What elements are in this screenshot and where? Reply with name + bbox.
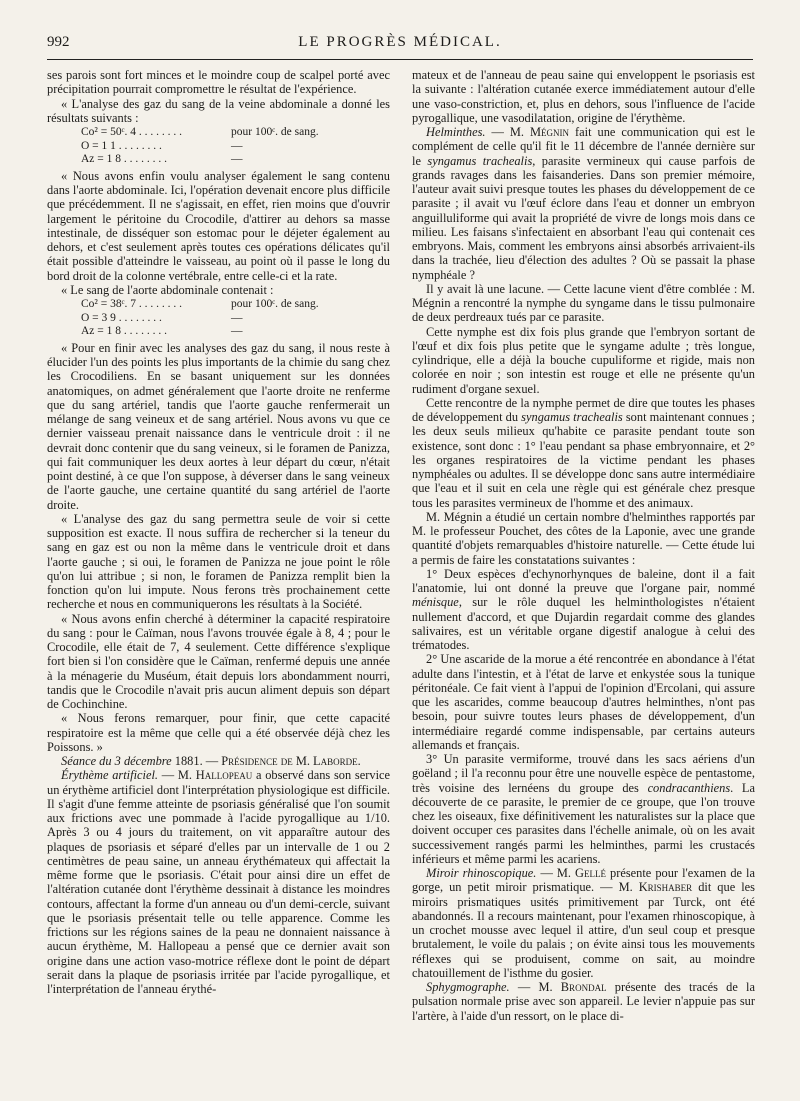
section-title: Sphygmographe. (426, 980, 510, 994)
table-cell-formula: Co² = 38ᶜ. 7 . . . . . . . . (81, 298, 183, 311)
author-name: Hallopeau (195, 768, 253, 783)
table-cell-formula: O = 1 1 . . . . . . . . (81, 139, 162, 152)
paragraph: « Nous ferons remarquer, pour finir, que cette capacité respiratoire est la même que celle qui a été observée déjà chez les Poissons. » (47, 711, 390, 754)
text-span: . La découverte de ce parasite, le premier de ce groupe, que l'on trouve chez les oiseaux, fixe définitivement les naturalistes sur la place que doivent occuper ces parasites dans l'échelle animale, où on les avait successivement rangés parmi les helminthes, parmi les crustacés inférieurs et même parmi les acariens. (412, 780, 755, 866)
text-span: , parasite vermineux qui cause parfois de grands ravages dans les faisanderies. Dans son premier mémoire, l'auteur avait suivi presque toutes les phases du développement de ce parasite ; il avait vu l'œuf éclore dans l'eau et donner un embryon anguilluliforme qui avait la propriété de vivre de longs mois dans ce milieu. Les faisans s'infectaient en absorbant l'eau qui contenait ces embryons. Mais, comment les embryons ainsi absorbés arrivaient-ils dans la trachée, lieu d'élection des adultes ? Où se passait la phase nymphéale ? (412, 153, 755, 282)
text-span: présente des tracés de la pulsation normale prise avec son appareil. Le levier n'appuie pas sur l'artère, à l'aide d'un ressort, on le place di- (412, 980, 755, 1023)
session-presidence: Présidence de M. Laborde. (221, 754, 361, 769)
term: ménisque (412, 595, 459, 610)
table-row (81, 153, 390, 167)
session-heading (47, 754, 390, 768)
table-cell-formula: O = 3 9 . . . . . . . . (81, 311, 162, 324)
table-cell-formula: Az = 1 8 . . . . . . . . (81, 153, 168, 166)
text-span: présente pour l'examen de la gorge, un petit miroir prismatique. — M. (412, 866, 755, 895)
table-cell-note: — (231, 139, 243, 152)
paragraph: « Nous avons enfin cherché à déterminer la capacité respiratoire du sang : pour le Caïman, nous l'avons trouvée égale à 8, 4 ; pour le Crocodile, elle était de 7, 4 seulement. Cette différence s'explique fort bien si l'on considère que le Caïman, renfermé depuis une année à la ménagerie du Muséum, était depuis lors abondamment nourri, tandis que le Crocodile n'avait pris aucun aliment depuis son départ de Cochinchine. (47, 611, 390, 712)
paragraph: ses parois sont fort minces et le moindre coup de scalpel porté avec précipitation pourrait compromettre le résultat de l'expérience. (47, 68, 390, 97)
paragraph: Cette nymphe est dix fois plus grande que l'embryon sortant de l'œuf et dix fois plus petite que le syngame adulte ; très longue, cylindrique, elle a déjà la bouche cupuliforme et rigide, mais non colorée en noir ; son intestin est rouge et elle ne présente qu'un rudiment d'organe sexuel. (412, 324, 755, 396)
paragraph: « L'analyse des gaz du sang permettra seule de voir si cette supposition est exacte. Il nous suffira de rechercher si la teneur du sang en gaz est ou non la même dans le ventricule droit et dans l'aorte gauche ; si oui, le foramen de Panizza ne joue point le rôle qu'on lui attribue ; si non, le foramen de Panizza remplit bien la fonction qu'on lui impute. Nous ferons très prochainement cette recherche et nous en communiquerons les résultats à la Société. (47, 511, 390, 612)
section-title: Miroir rhinoscopique. (426, 866, 537, 880)
text-span: — M. (485, 125, 531, 139)
table-cell-note: — (231, 311, 243, 324)
paragraph (47, 768, 390, 996)
table-row (81, 298, 390, 312)
session-date: Séance du 3 décembre (61, 754, 172, 769)
paragraph: mateux et de l'anneau de peau saine qui enveloppent le psoriasis est la suivante : l'altération cutanée exerce immédiatement autour d'elle une vaso-constriction, et, plus en dehors, sous l'influence de l'acide pyrogallique, une vasodilatation, origine de l'érythème. (412, 68, 755, 125)
paragraph (412, 567, 755, 653)
text-span: fait une communication qui est le complément de celle qu'il fit le 11 décembre de l'année dernière sur le (412, 125, 755, 168)
paragraph: « L'analyse des gaz du sang de la veine abdominale a donné les résultats suivants : (47, 96, 390, 125)
text-span: 1° Deux espèces d'echynorhynques de baleine, dont il a fait l'anatomie, lui ont donné la preuve que l'organe pair, nommé (412, 566, 755, 595)
right-column (412, 68, 755, 1098)
table-cell-note: — (231, 325, 243, 338)
left-column (47, 68, 390, 1098)
species-name: syngamus trachealis (521, 410, 623, 424)
gas-table-aorte (81, 298, 390, 339)
table-cell-formula: Co² = 50ᶜ. 4 . . . . . . . . (81, 126, 183, 138)
text-span: Cette rencontre de la nymphe permet de dire que toutes les phases de développement du (412, 395, 755, 424)
section-title: Helminthes. (426, 125, 486, 139)
text-span: , sur le rôle duquel les helminthologistes n'étaient nullement d'accord, et que Dujardin regardait comme des glandes salivaires, est un véritable organe digestif analogue à celui des trématodes. (412, 595, 755, 652)
paragraph (412, 396, 755, 510)
text-span: 3° Un parasite vermiforme, trouvé dans les sacs aériens d'un goëland ; il l'a reconnu pour être une nouvelle espèce de pentastome, très voisine des lernéens du groupe des (412, 752, 755, 795)
text-span: — M. (158, 768, 196, 783)
page-header (47, 34, 753, 56)
table-row (81, 325, 390, 339)
paragraph: « Pour en finir avec les analyses des gaz du sang, il nous reste à élucider l'un des points les plus importants de la chimie du sang chez les Crocodiliens. En se basant uniquement sur les données anatomiques, on admet généralement que l'aorte droite ne renferme que du sang artériel, tandis que l'aorte gauche renfermerait un mélange de sang veineux et de sang artériel. Nous avons vu que ce dernier vaisseau prenait naissance dans le ventricule droit : il ne devrait donc contenir que du sang veineux, si le foramen de Panizza, qui fait communiquer les deux aortes à leur départ du cœur, n'était point destiné, à ce que l'on suppose, à déverser dans le sang veineux de l'aorte gauche, une certaine quantité du sang artériel de l'aorte droite. (47, 340, 390, 512)
table-cell-note: — (231, 153, 243, 166)
session-year: 1881. — (174, 754, 222, 769)
paragraph: 2° Une ascaride de la morue a été rencontrée en abondance à l'état adulte dans l'intestin, et à l'état de larve et enkystée sous la tunique péritonéale. Ce fait vient à l'appui de l'opinion d'Ercolani, qui assure que les ascarides, comme beaucoup d'autres helminthes, n'ont pas besoin, pour suivre toutes leurs phases de développement, d'un intermédiaire regardé comme indispensable, par certains auteurs allemands et français. (412, 652, 755, 752)
paragraph: M. Mégnin a étudié un certain nombre d'helminthes rapportés par M. le professeur Pouchet, des côtes de la Laponie, avec une grande quantité d'objets remarquables d'histoire naturelle. — Cette étude lui a permis de faire les constatations suivantes : (412, 509, 755, 567)
author-name: Mégnin (530, 125, 570, 139)
header-rule (47, 59, 753, 60)
paragraph (412, 125, 755, 282)
paragraph (412, 866, 755, 980)
paragraph (412, 752, 755, 866)
text-span: — M. (509, 980, 561, 994)
author-name: Krishaber (638, 880, 693, 895)
table-cell-note: pour 100ᶜ. de sang. (231, 126, 319, 138)
table-cell-formula: Az = 1 8 . . . . . . . . (81, 325, 168, 338)
journal-title: LE PROGRÈS MÉDICAL. (298, 34, 502, 50)
text-span: sont maintenant connues ; les deux seuls milieux qu'habite ce parasite pendant toute son existence, sont donc : 1° l'eau pendant sa phase embryonnaire, et 2° les organes respiratoires de la victime pendant les phases nymphéales ou adultes. Il se développe donc sans autre intermédiaire que l'eau et il suit en cela une règle qui est générale chez presque tous les parasites vermineux de l'homme et des animaux. (412, 410, 755, 510)
table-row (81, 312, 390, 326)
section-title: Érythème artificiel. (61, 768, 158, 783)
page-number: 992 (47, 34, 70, 50)
text-span: a observé dans son service un érythème artificiel dont l'interprétation physiologique est difficile. Il s'agit d'une femme atteinte de psoriasis généralisé que l'on soumit aux frictions avec une pommade à l'acide pyrogallique au 1/10. Après 3 ou 4 jours du traitement, on vit apparaître autour des plaques de psoriasis et séparé d'elles par un intervalle de 1 ou 2 centimètres de peau saine, un anneau érythémateux qui affectait la même forme que le psoriasis. C'était pour ainsi dire un effet de l'altération cutanée dont l'érythème dessinait à distance les moindres contours, affectant la forme d'un anneau ou d'un demi-cercle, suivant que le psoriasis présentait telle ou telle apparence. Comme les frictions sur les régions saines de la peau ne donnaient naissance à aucun érythème, M. Hallopeau a pensé que ce dernier avait son origine dans une action vaso-motrice réflexe dont le point de départ serait dans la plaque de psoriasis irritée par l'acide pyrogallique, et l'interprétation de l'anneau érythé- (47, 768, 390, 997)
author-name: Brondal (560, 980, 607, 994)
author-name: Gellé (575, 866, 606, 880)
table-row (81, 126, 390, 140)
paragraph (412, 980, 755, 1023)
text-span: dit que les miroirs prismatiques usités primitivement par Turck, ont été abandonnés. Il a recours maintenant, pour l'examen rhinoscopique, à un crochet mousse avec lequel il attire, d'un seul coup et presque brutalement, le voile du palais ; on évite ainsi tous les mouvements réflexes qui se produisent, comme on sait, au moindre chatouillement de l'isthme du gosier. (412, 880, 755, 980)
text-span: — M. (536, 866, 576, 880)
gas-table-veine (81, 126, 390, 167)
table-row (81, 140, 390, 154)
paragraph: « Nous avons enfin voulu analyser également le sang contenu dans l'aorte abdominale. Ici, l'opération devenait encore plus difficile que précédemment. Il ne s'agissait, en effet, rien moins que d'ouvrir largement le péritoine du Crocodile, d'attirer au dehors sa masse intestinale, de disséquer son estomac pour le déjeter également au dehors, et c'est seulement après toutes ces opérations délicates qu'il était possible d'atteindre le vaisseau, au point où il passe le long du bord droit de la colonne vertébrale, entre celle-ci et la rate. (47, 168, 390, 283)
term: condracanthiens (647, 780, 731, 795)
table-cell-note: pour 100ᶜ. de sang. (231, 298, 319, 311)
species-name: syngamus trachealis (427, 153, 533, 168)
paragraph: « Le sang de l'aorte abdominale contenait : (61, 282, 274, 297)
paragraph: Il y avait là une lacune. — Cette lacune vient d'être comblée : M. Mégnin a rencontré la nymphe du syngame dans le tissu pulmonaire de deux perdreaux tués par ce parasite. (412, 281, 755, 325)
